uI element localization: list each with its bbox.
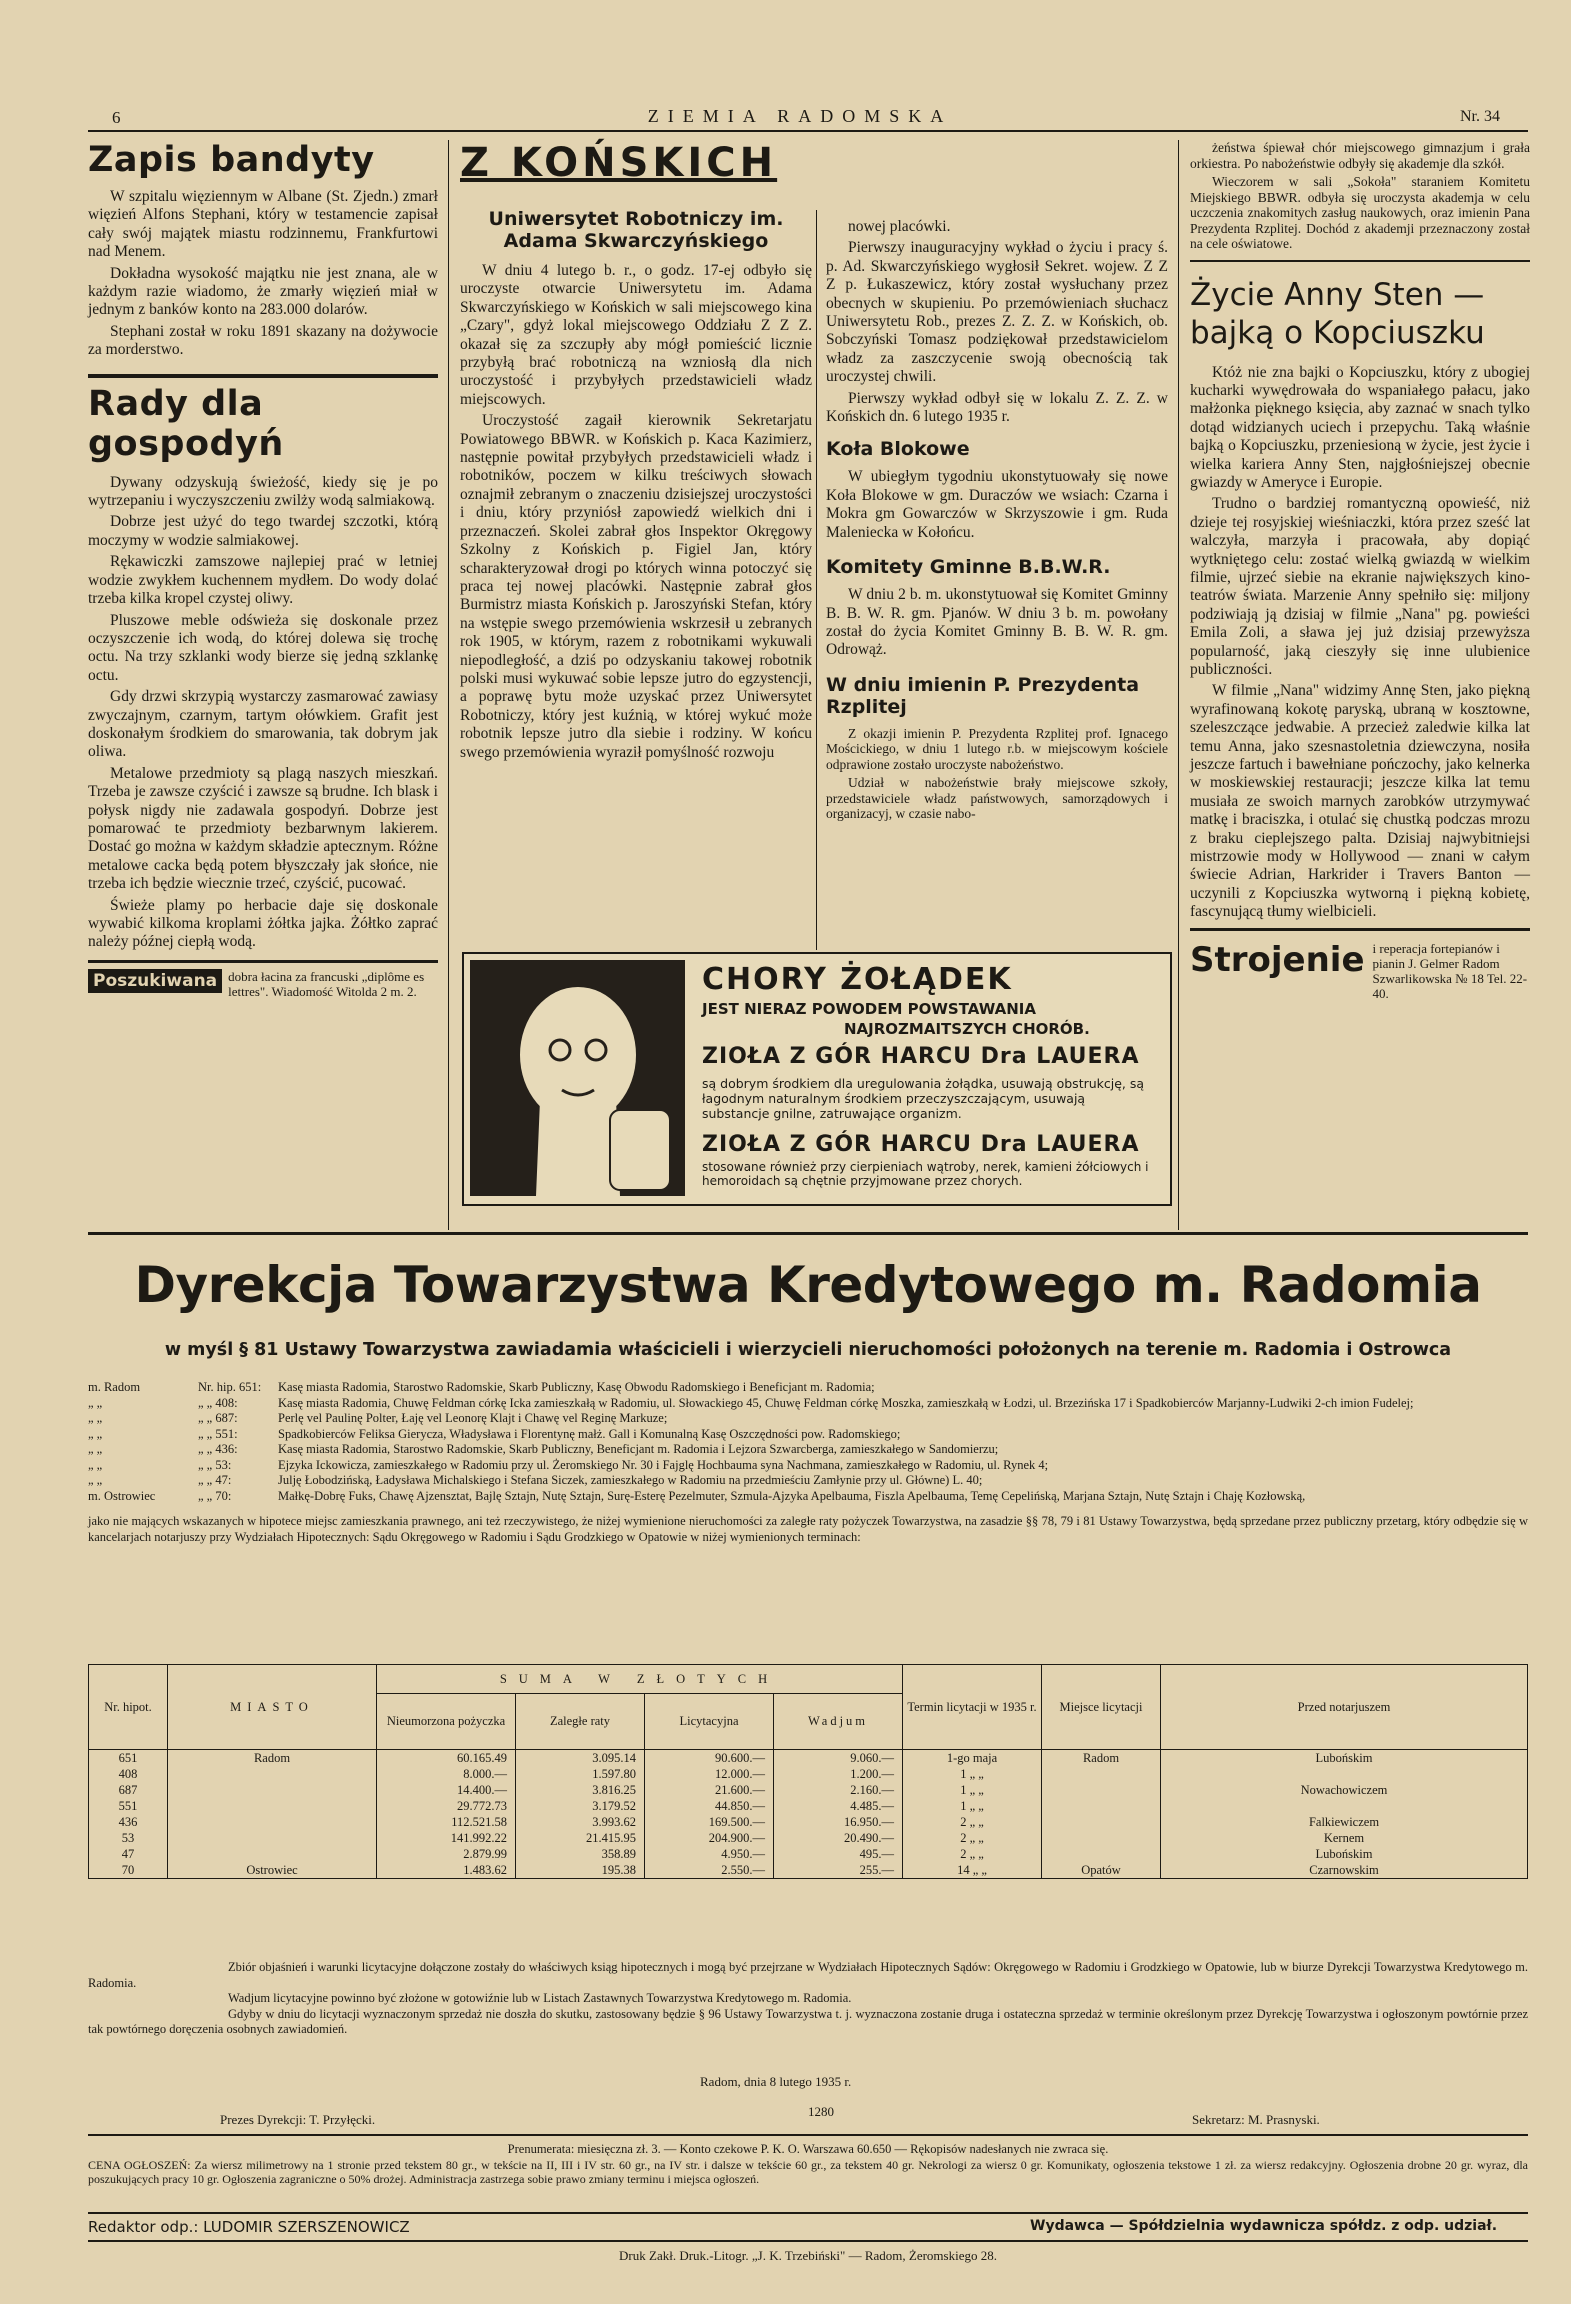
- table-cell: 195.38: [516, 1862, 645, 1879]
- article-paragraph: W filmie „Nana" widzimy Annę Sten, jako piękną wyrafinowaną kokotę paryską, ubraną w kosztowne, szeleszczące jedwabie. A przecież zaledwie kilka lat temu Anna, jako szesnastoletnia dziewczyna, nosiła jeszcze fartuch i bawełniane pończochy, jako kelnerka w moskiewskiej restauracji; jeszcze kilka lat temu musiała ze swoich marnych zarobków utrzymywać matkę i braciszka, i otulać się chustką podczas mrozu z braku cieplejszego palta. Dzisiaj najwybitniejsi mistrzowie mody w Hollywood — znani w całym świecie Adrian, Harkrider i Travers Banton — uczynili z Kopciuszka wytworną i piękną kobietę, fascynującą tłumy wielbicieli.: [1190, 682, 1530, 921]
- table-cell: Opatów: [1042, 1862, 1161, 1879]
- table-cell: 687: [89, 1782, 168, 1798]
- table-cell: 1 „ „: [903, 1782, 1042, 1798]
- table-cell: [1042, 1766, 1161, 1782]
- table-cell: 651: [89, 1750, 168, 1767]
- article-paragraph: Dobrze jest użyć do tego twardej szczotki, którą moczymy w wodzie salmiakowej.: [88, 513, 438, 549]
- article-paragraph: Stephani został w roku 1891 skazany na dożywocie za morderstwo.: [88, 322, 438, 359]
- footer-rule: [88, 2240, 1528, 2242]
- table-cell: [1161, 1766, 1528, 1782]
- table-cell: 1.200.—: [774, 1766, 903, 1782]
- notice-closing: [88, 1960, 1528, 2038]
- table-cell: 2 „ „: [903, 1846, 1042, 1862]
- column-1: [88, 140, 438, 999]
- article-paragraph: W ubiegłym tygodniu ukonstytuowały się nowe Koła Blokowe w gm. Duraczów we wsiach: Czarna i Mokra gm Gowarczów w Skrzyszowie i gm. Ruda Maleniecka w Kołońcu.: [826, 468, 1168, 541]
- notice-title: Dyrekcja Towarzystwa Kredytowego m. Radomia: [134, 1256, 1482, 1314]
- table-row: [89, 1782, 1528, 1798]
- footer-rule: [88, 2212, 1528, 2214]
- header-rule: [88, 130, 1528, 132]
- ad-description: są dobrym środkiem dla uregulowania żołądka, usuwają obstrukcję, są łagodnym naturalnym środkiem przeczyszczającym, usuwają substancje gnilne, zatruwające organizm.: [702, 1076, 1145, 1121]
- owner-row: „ „ „ „ 687: Perlę vel Paulinę Polter, Łaję vel Leonorę Klajt i Chawę vel Reginę Markuze;: [88, 1411, 668, 1425]
- article-paragraph: W szpitalu więziennym w Albane (St. Zjedn.) zmarł więzień Alfons Stephani, który w testamencie zapisał cały swój majątek miastu rodzinnemu, Frankfurtowi nad Menem.: [88, 188, 438, 261]
- table-cell: [168, 1830, 377, 1846]
- poszukiwana-ad: [88, 969, 438, 999]
- table-cell: [168, 1814, 377, 1830]
- article-paragraph: Uroczystość zagaił kierownik Sekretarjatu Powiatowego BBWR. w Końskich p. Kaca Kazimierz, następnie powitał przybyłych przedstawicieli władz i robotników, poczem w kilku treściwych słowach oznajmił zebranym o znaczeniu dzisiejszej uroczystości i dniu, który przyniósł zapowiedź wielkich dni i przeznaczeń. Skolei zabrał głos Inspektor Okręgowy Szkolny z Końskich p. Figiel Jan, który scharakteryzował drogi po których winna potoczyć się praca tej nowej placówki. Następnie zabrał głos Burmistrz miasta Końskich p. Jaroszyński Stefan, który na wstępie swego przemówienia wskrzesił u zebranych rok 1905, w którym, razem z robotnikami wykuwali niepodległość, a dziś po odzyskaniu takowej robotnik polski musi wykuwać sobie lepsze jutro do egzystencji, a poprawę bytu może uzyskać przez Uniwersytet Robotniczy, który jest kuźnią, w której wykuć może robotnik lepsze jutro dla siebie i rodziny. W końcu swego przemówienia wyraził pomyślność rozwoju: [460, 412, 812, 761]
- section-rule: [1190, 928, 1530, 931]
- notice-subtitle: w myśl § 81 Ustawy Towarzystwa zawiadamia właścicieli i wierzycieli nieruchomości położonych na terenie m. Radomia i Ostrowca: [164, 1340, 1452, 1360]
- subheading-imieniny: W dniu imienin P. Prezydenta Rzplitej: [826, 673, 1140, 718]
- section-rule: [88, 960, 438, 963]
- table-cell: 1-go maja: [903, 1750, 1042, 1767]
- closing-paragraph: Wadjum licytacyjne powinno być złożone w gotowiźnie lub w Listach Zastawnych Towarzystwa Kredytowego m. Radomia.: [228, 1991, 852, 2005]
- header-notarjusz: Przed notarjuszem: [1161, 1665, 1528, 1750]
- ad-line: JEST NIERAZ POWODEM POWSTAWANIA: [702, 1000, 1036, 1018]
- table-cell: 60.165.49: [377, 1750, 516, 1767]
- table-cell: 4.485.—: [774, 1798, 903, 1814]
- notice-number: 1280: [808, 2104, 834, 2119]
- table-cell: Nowachowiczem: [1161, 1782, 1528, 1798]
- article-title-z-konskich: Z KOŃSKICH: [460, 140, 778, 186]
- table-cell: 1.483.62: [377, 1862, 516, 1879]
- ad-brand-line: ZIOŁA Z GÓR HARCU Dra LAUERA: [702, 1044, 1140, 1069]
- article-paragraph: Udział w nabożeństwie brały miejscowe szkoły, przedstawiciele władz państwowych, samorządowych i organizacyj, w czasie nabo-: [826, 775, 1168, 822]
- header-licytacyjna: Licytacyjna: [645, 1694, 774, 1750]
- article-paragraph: Dokładna wysokość majątku nie jest znana, ale w każdym razie wiadomo, że zmarły więzień miał w jednym z banków konto na 283.000 dolarów.: [88, 264, 438, 319]
- article-paragraph: Pierwszy wykład odbył się w lokalu Z. Z. Z. w Końskich dn. 6 lutego 1935 r.: [826, 389, 1168, 426]
- article-paragraph: Któż nie zna bajki o Kopciuszku, który z ubogiej kucharki wywędrowała do wspaniałego pałacu, jako małżonka pięknego księcia, aby zaznać w snach tylko dotąd widzianych uciech i przepychu. Taką właśnie bajką o Kopciuszku, przeniesioną w życie, jest życie i wielka kariera Anny Sten, najgłośniejszej obecnie gwiazdy w Ameryce i Europie.: [1190, 363, 1530, 491]
- table-cell: [1042, 1814, 1161, 1830]
- table-cell: Lubońskim: [1161, 1750, 1528, 1767]
- ad-line: NAJROZMAITSZYCH CHORÓB.: [844, 1020, 1090, 1038]
- owner-row: „ „ „ „ 53: Ejzyka Ickowicza, zamieszkałego w Radomiu przy ul. Żeromskiego Nr. 30 i Fajglę Hochbauma syna Nachmana, zamieszkałego w Radomiu, ul. Rynek 4;: [88, 1457, 1049, 1472]
- subheading-uniwersytet: Uniwersytet Robotniczy im. Adama Skwarczyńskiego: [488, 208, 784, 252]
- article-paragraph: Pierwszy inauguracyjny wykład o życiu i pracy ś. p. Ad. Skwarczyńskiego wygłosił Sekret. wojew. Z Z Z p. Łukaszewicz, który został wysłuchany przez obecnych w skupieniu. Po przemówieniach słuchacz Uniwersytetu Rob., prezes Z. Z. Z. w Końskich, ob. Sobczyński Tomasz podziękował przedstawicielom władz za zaszczycenie swoją obecnością tak uroczystej chwili.: [826, 239, 1168, 386]
- footer-druk: Druk Zakł. Druk.-Litogr. „J. K. Trzebiński" — Radom, Żeromskiego 28.: [619, 2248, 997, 2263]
- table-cell: 21.600.—: [645, 1782, 774, 1798]
- footer-redaktor: Redaktor odp.: LUDOMIR SZERSZENOWICZ: [88, 2218, 410, 2236]
- table-cell: 495.—: [774, 1846, 903, 1862]
- table-row: [89, 1766, 1528, 1782]
- table-cell: 2.879.99: [377, 1846, 516, 1862]
- owner-row: „ „ „ „ 436: Kasę miasta Radomia, Starostwo Radomskie, Skarb Publiczny, Beneficjant m. Radomia i Lejzora Szwarcberga, zamieszkałego w Sandomierzu;: [88, 1442, 999, 1456]
- table-cell: 204.900.—: [645, 1830, 774, 1846]
- table-cell: 53: [89, 1830, 168, 1846]
- header-nr: Nr. hipot.: [89, 1665, 168, 1750]
- header-zalegle: Zaległe raty: [516, 1694, 645, 1750]
- table-row: [89, 1814, 1528, 1830]
- column-4: [1190, 140, 1530, 1001]
- portrait-illustration-icon: [470, 960, 685, 1196]
- table-cell: 90.600.—: [645, 1750, 774, 1767]
- strojenie-ad: [1190, 941, 1530, 1001]
- ad-portrait: [470, 960, 685, 1196]
- owner-row: „ „ „ „ 408: Kasę miasta Radomia, Chuwę Feldman córkę Icka zamieszkałą w Radomiu, ul. Słowackiego 45, Chuwę Feldman córkę Moszka, zamieszkałą w Łodzi, ul. Brzezińska 17 i Spadkobierców Marjanny-Ludwiki 2-ch imion Fudelej;: [88, 1395, 1414, 1410]
- article-title-zapis-bandyty: Zapis bandyty: [88, 140, 375, 180]
- table-cell: 4.950.—: [645, 1846, 774, 1862]
- table-cell: [1042, 1798, 1161, 1814]
- footer-ad-prices: CENA OGŁOSZEŃ: Za wiersz milimetrowy na 1 stronie przed tekstem 80 gr., w tekście na II, III i IV str. 60 gr., na IV str. i dalsze w tekście 60 gr., za tekstem 40 gr. Nekrologi za wiersz 0 gr. Komunikaty, ogłoszenia tekstowe 1 zł. za wiersz redakcyjny. Ogłoszenia drobne 20 gr. wyraz, dla poszukujących pracy 10 gr. Ogłoszenia zagraniczne o 50% drożej. Administracja zastrzega sobie prawo zmiany terminu i miejsca ogłoszeń.: [88, 2158, 1528, 2186]
- article-paragraph: W dniu 4 lutego b. r., o godz. 17-ej odbyło się uroczyste otwarcie Uniwersytetu im. Adama Skwarczyńskiego w Końskich w sali miejscowego kina „Czary", gdyż lokal miejscowego Oddziału Z Z Z. okazał się za szczupły aby mógł pomieścić licznie przybyłą brać robotniczą na wzniosłą dla nich uroczystość i przybyłych przedstawicieli władz miejscowych.: [460, 262, 812, 408]
- strojenie-label: Strojenie: [1190, 939, 1365, 980]
- table-cell: 20.490.—: [774, 1830, 903, 1846]
- column-3: [826, 218, 1168, 825]
- table-cell: 2 „ „: [903, 1830, 1042, 1846]
- table-cell: 3.179.52: [516, 1798, 645, 1814]
- table-cell: 44.850.—: [645, 1798, 774, 1814]
- article-paragraph: Trudno o bardziej romantyczną opowieść, niż dzieje tej rosyjskiej wieśniaczki, która przez sześć lat walczyła, marzyła i pracowała, aby dopiąć wytkniętego celu: zostać wielką gwiazdą w wielkim filmie, ujrzeć siebie na ekranie największych kino-teatrów świata. Marzenie Anny spełniło się: miljony podziwiają ją dzisiaj w filmie „Nana" pg. powieści Emila Zoli, a sława jej już dzisiaj przewyższa popularność, jaką cieszyły się inne ulubienice publiczności.: [1190, 495, 1530, 678]
- table-cell: Ostrowiec: [168, 1862, 377, 1879]
- table-cell: Czarnowskim: [1161, 1862, 1528, 1879]
- closing-paragraph: Gdyby w dniu do licytacji wyznaczonym sprzedaż nie doszła do skutku, zastosowany będzie § 96 Ustawy Towarzystwa t. j. wyznaczona zostanie druga i ostateczna sprzedaż w terminie określonym przez Dyrekcję Towarzystwa i ogłoszonym powtórnie przez tak powtórnego doręczenia osobnych zawiadomień.: [88, 2006, 1528, 2036]
- article-title-anna-sten: Życie Anny Sten — bajką o Kopciuszku: [1190, 276, 1485, 351]
- table-cell: 1 „ „: [903, 1798, 1042, 1814]
- table-cell: [1042, 1846, 1161, 1862]
- table-cell: Lubońskim: [1161, 1846, 1528, 1862]
- table-cell: 29.772.73: [377, 1798, 516, 1814]
- issue-number: Nr. 34: [1460, 108, 1500, 125]
- strojenie-text: i reperacja fortepianów i pianin J. Gelmer Radom Szwarlikowska № 18 Tel. 22-40.: [1372, 940, 1528, 1001]
- table-cell: 8.000.—: [377, 1766, 516, 1782]
- table-cell: 2.160.—: [774, 1782, 903, 1798]
- table-cell: 169.500.—: [645, 1814, 774, 1830]
- advertisement-chory-zoladek: [462, 952, 1172, 1206]
- table-cell: [168, 1766, 377, 1782]
- table-row: [89, 1798, 1528, 1814]
- article-paragraph: Z okazji imienin P. Prezydenta Rzplitej prof. Ignacego Mościckiego, w dniu 1 lutego r.b. w miejscowym kościele odprawione zostało uroczyste nabożeństwo.: [826, 725, 1168, 772]
- newspaper-title: ZIEMIA RADOMSKA: [647, 106, 953, 126]
- auction-table: [88, 1664, 1528, 1879]
- table-cell: 358.89: [516, 1846, 645, 1862]
- article-paragraph: Dywany odzyskują świeżość, kiedy się je po wytrzepaniu i wyczyszczeniu zwilży wodą salmiakową.: [88, 473, 438, 510]
- article-paragraph: Wieczorem w sali „Sokoła" staraniem Komitetu Miejskiego BBWR. odbyła się uroczysta akademja w celu uczczenia znakomitych zasług naukowych, oraz imienin Pana Prezydenta Rzplitej. Dochód z akademji przeznaczony został na cele oświatowe.: [1190, 174, 1530, 251]
- footer-rule: [88, 2134, 1528, 2136]
- header-wadjum: Wadjum: [774, 1694, 903, 1750]
- ad-brand-line: ZIOŁA Z GÓR HARCU Dra LAUERA: [702, 1132, 1140, 1157]
- table-cell: [168, 1846, 377, 1862]
- table-cell: 1 „ „: [903, 1766, 1042, 1782]
- table-cell: 551: [89, 1798, 168, 1814]
- table-cell: [168, 1782, 377, 1798]
- notice-prezes: Prezes Dyrekcji: T. Przyłęcki.: [220, 2112, 376, 2127]
- article-paragraph: Świeże plamy po herbacie daje się doskonale wywabić kilkoma kroplami żółtka jajka. Żółtko zaprać należy późnej ciepłą wodą.: [88, 896, 438, 951]
- subheading-kola-blokowe: Koła Blokowe: [826, 438, 970, 461]
- table-cell: Falkiewiczem: [1161, 1814, 1528, 1830]
- column-2: [460, 140, 812, 765]
- table-cell: 3.993.62: [516, 1814, 645, 1830]
- poszukiwana-text: dobra łacina za francuski „diplôme es lettres". Wiadomość Witolda 2 m. 2.: [228, 968, 425, 999]
- table-cell: 14 „ „: [903, 1862, 1042, 1879]
- owner-row: „ „ „ „ 47: Julję Łobodzińską, Ładysława Michalskiego i Stefana Siczek, zamieszkałego w Radomiu na przedmieściu Zamłynie przy ul. Główne) L. 40;: [88, 1473, 983, 1487]
- table-row: [89, 1846, 1528, 1862]
- article-paragraph: żeństwa śpiewał chór miejscowego gimnazjum i grała orkiestra. Po nabożeństwie odbyły się akademje dla szkół.: [1190, 140, 1530, 171]
- table-cell: 16.950.—: [774, 1814, 903, 1830]
- article-title-rady-dla-gospodyn: Rady dla gospodyń: [88, 383, 284, 464]
- table-cell: 112.521.58: [377, 1814, 516, 1830]
- article-paragraph: Gdy drzwi skrzypią wystarczy zasmarować zawiasy zwyczajnym, czarnym, tartym ołówkiem. Grafit jest doskonałym środkiem do smarowania, tak dobrym jak oliwa.: [88, 688, 438, 761]
- table-cell: 3.816.25: [516, 1782, 645, 1798]
- header-miasto: MIASTO: [168, 1665, 377, 1750]
- owners-list: [88, 1380, 1528, 1545]
- table-row: [89, 1750, 1528, 1767]
- table-cell: 9.060.—: [774, 1750, 903, 1767]
- article-paragraph: nowej placówki.: [848, 218, 951, 235]
- owner-row: „ „ „ „ 551: Spadkobierców Feliksa Gierycza, Władysława i Florentynę małż. Gall i Komunalną Kasę Oszczędności pow. Radomskiego;: [88, 1426, 901, 1441]
- table-cell: 2.550.—: [645, 1862, 774, 1879]
- footer-subscription: Prenumerata: miesięczna zł. 3. — Konto czekowe P. K. O. Warszawa 60.650 — Rękopisów nadesłanych nie zwraca się.: [507, 2142, 1109, 2156]
- notice-paragraph: jako nie mających wskazanych w hipotece miejsc zamieszkania prawnego, ani też rzeczywistego, że niżej wymienione nieruchomości za zaległe raty pożyczek Towarzystwa, na zasadzie §§ 78, 79 i 81 Ustawy Towarzystwa, będą sprzedane przez publiczny przetarg, który odbędzie się w kancelarjach notarjuszy przy Wydziałach Hipotecznych: Sądu Okręgowego w Radomiu i Sądu Grodzkiego w Opatowie w niżej wymienionych terminach:: [88, 1514, 1528, 1544]
- header-termin: Termin licytacji w 1935 r.: [903, 1665, 1042, 1750]
- table-cell: 70: [89, 1862, 168, 1879]
- table-cell: 2 „ „: [903, 1814, 1042, 1830]
- table-cell: [1161, 1798, 1528, 1814]
- notice-sekretarz: Sekretarz: M. Prasnyski.: [1192, 2112, 1320, 2127]
- header-niemorzona: Nieumorzona pożyczka: [377, 1694, 516, 1750]
- footer-wydawca: Wydawca — Spółdzielnia wydawnicza spółdz. z odp. udział.: [1030, 2218, 1498, 2234]
- column-divider: [1178, 140, 1179, 1230]
- column-divider: [448, 140, 449, 1230]
- subheading-komitety: Komitety Gminne B.B.W.R.: [826, 556, 1111, 579]
- table-cell: 141.992.22: [377, 1830, 516, 1846]
- section-rule: [88, 1232, 1528, 1235]
- article-paragraph: W dniu 2 b. m. ukonstytuował się Komitet Gminny B. B. W. R. gm. Pjanów. W dniu 3 b. m. powołany został do życia Komitet Gminny B. B. W. R. gm. Odrowąż.: [826, 586, 1168, 659]
- header-miejsce: Miejsce licytacji: [1042, 1665, 1161, 1750]
- section-rule: [88, 374, 438, 378]
- table-row: [89, 1862, 1528, 1879]
- table-cell: [168, 1798, 377, 1814]
- section-rule: [1190, 260, 1530, 262]
- page-number: 6: [112, 108, 121, 127]
- table-cell: 47: [89, 1846, 168, 1862]
- table-row: [89, 1830, 1528, 1846]
- table-cell: 12.000.—: [645, 1766, 774, 1782]
- table-cell: Radom: [1042, 1750, 1161, 1767]
- column-divider: [816, 210, 817, 950]
- auction-table-body: [89, 1750, 1528, 1879]
- table-cell: 21.415.95: [516, 1830, 645, 1846]
- table-cell: 255.—: [774, 1862, 903, 1879]
- closing-paragraph: Zbiór objaśnień i warunki licytacyjne dołączone zostały do właściwych ksiąg hipotecznych i mogą być przejrzane w Wydziałach Hipotecznych Sądów: Okręgowego w Radomiu i Grodzkiego w Opatowie, lub w biurze Dyrekcji Towarzystwa Kredytowego m. Radomia.: [88, 1960, 1528, 1990]
- ad-headline: CHORY ŻOŁĄDEK: [702, 962, 1013, 997]
- table-cell: 408: [89, 1766, 168, 1782]
- owner-row: m. Ostrowiec „ „ 70: Małkę-Dobrę Fuks, Chawę Ajzensztat, Bajlę Sztajn, Nutę Sztajn, Surę-Esterę Pezelmuter, Szmula-Ajzyka Apelbauma, Fiszla Apelbauma, Temę Cepelińską, Marjana Sztajn, Nutę Sztajn i Chaję Kozłowską,: [88, 1488, 1306, 1503]
- article-paragraph: Pluszowe meble odświeża się doskonale przez oczyszczenie ich wodą, do której dolewa się trochę octu. Na trzy szklanki wody bierze się jedną szklankę octu.: [88, 611, 438, 684]
- notice-date: Radom, dnia 8 lutego 1935 r.: [700, 2074, 852, 2089]
- table-cell: 1.597.80: [516, 1766, 645, 1782]
- table-cell: Kernem: [1161, 1830, 1528, 1846]
- table-cell: 3.095.14: [516, 1750, 645, 1767]
- table-cell: [1042, 1830, 1161, 1846]
- table-cell: [1042, 1782, 1161, 1798]
- article-paragraph: Rękawiczki zamszowe najlepiej prać w letniej wodzie zwykłem kuchennem mydłem. Do wody dolać trzeba kilka kropel czystej oliwy.: [88, 553, 438, 608]
- table-cell: Radom: [168, 1750, 377, 1767]
- table-cell: 14.400.—: [377, 1782, 516, 1798]
- article-paragraph: Metalowe przedmioty są plagą naszych mieszkań. Trzeba je zawsze czyścić i zawsze są brudne. Ich blask i połysk nigdy nie zadawala gospodyń. Dobrze jest pomarować te przedmioty bezbarwnym lakierem. Dostać go można w każdym składzie aptecznym. Różne metalowe cacka będą potem błyszczały jak słońce, nie trzeba ich będzie wiecznie trzeć, czyścić, pucować.: [88, 764, 438, 893]
- owner-row: m. Radom Nr. hip. 651: Kasę miasta Radomia, Starostwo Radomskie, Skarb Publiczny, Kasę Obwodu Radomskiego i Beneficjant m. Radomia;: [88, 1380, 875, 1394]
- ad-description: stosowane również przy cierpieniach wątroby, nerek, kamieni żółciowych i hemoroidach są chętnie przyjmowane przez chorych.: [702, 1160, 1149, 1188]
- table-cell: 436: [89, 1814, 168, 1830]
- header-suma: SUMA W ZŁOTYCH: [377, 1665, 903, 1694]
- poszukiwana-label: Poszukiwana: [88, 969, 222, 993]
